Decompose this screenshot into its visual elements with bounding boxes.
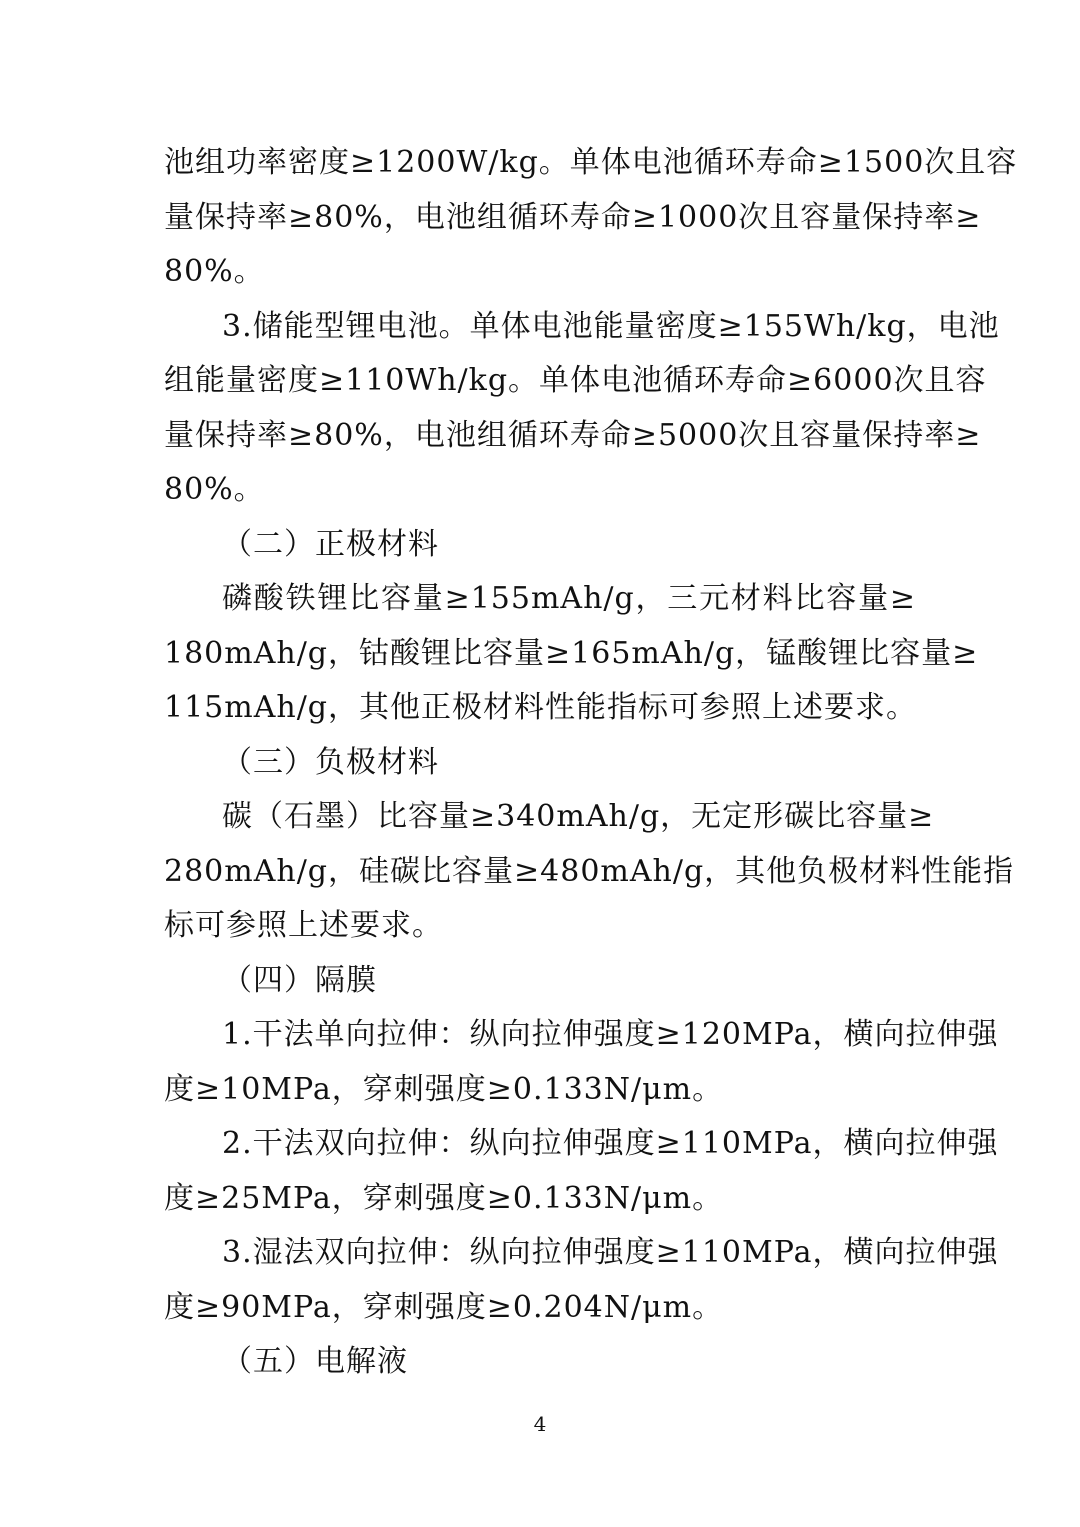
body-text-line: 池组功率密度≥1200W/kg。单体电池循环寿命≥1500次且容	[164, 145, 1018, 180]
section-heading: （四）隔膜	[222, 963, 377, 998]
body-text-line: 标可参照上述要求。	[164, 908, 443, 943]
body-text-line: 3.储能型锂电池。单体电池能量密度≥155Wh/kg，电池	[222, 309, 1000, 344]
body-text-line: 80%。	[164, 472, 265, 507]
section-heading: （三）负极材料	[222, 745, 439, 780]
body-text-line: 度≥10MPa，穿刺强度≥0.133N/μm。	[164, 1072, 724, 1107]
body-text-line: 180mAh/g，钴酸锂比容量≥165mAh/g，锰酸锂比容量≥	[164, 636, 979, 671]
section-heading: （二）正极材料	[222, 527, 439, 562]
body-text-line: 量保持率≥80%，电池组循环寿命≥1000次且容量保持率≥	[164, 200, 982, 235]
body-text-line: 3.湿法双向拉伸：纵向拉伸强度≥110MPa，横向拉伸强	[222, 1235, 999, 1270]
body-text-line: 磷酸铁锂比容量≥155mAh/g，三元材料比容量≥	[222, 581, 916, 616]
body-text-line: 80%。	[164, 254, 265, 289]
body-text-line: 碳（石墨）比容量≥340mAh/g，无定形碳比容量≥	[222, 799, 935, 834]
body-text-line: 度≥90MPa，穿刺强度≥0.204N/μm。	[164, 1290, 724, 1325]
body-text-line: 2.干法双向拉伸：纵向拉伸强度≥110MPa，横向拉伸强	[222, 1126, 999, 1161]
section-heading: （五）电解液	[222, 1344, 408, 1379]
body-text-line: 280mAh/g，硅碳比容量≥480mAh/g，其他负极材料性能指	[164, 854, 1015, 889]
body-text-line: 量保持率≥80%，电池组循环寿命≥5000次且容量保持率≥	[164, 418, 982, 453]
page-number: 4	[533, 1412, 547, 1436]
body-text-line: 1.干法单向拉伸：纵向拉伸强度≥120MPa，横向拉伸强	[222, 1017, 999, 1052]
body-text-line: 组能量密度≥110Wh/kg。单体电池循环寿命≥6000次且容	[164, 363, 987, 398]
body-text-line: 115mAh/g，其他正极材料性能指标可参照上述要求。	[164, 690, 918, 725]
body-text-line: 度≥25MPa，穿刺强度≥0.133N/μm。	[164, 1181, 724, 1216]
